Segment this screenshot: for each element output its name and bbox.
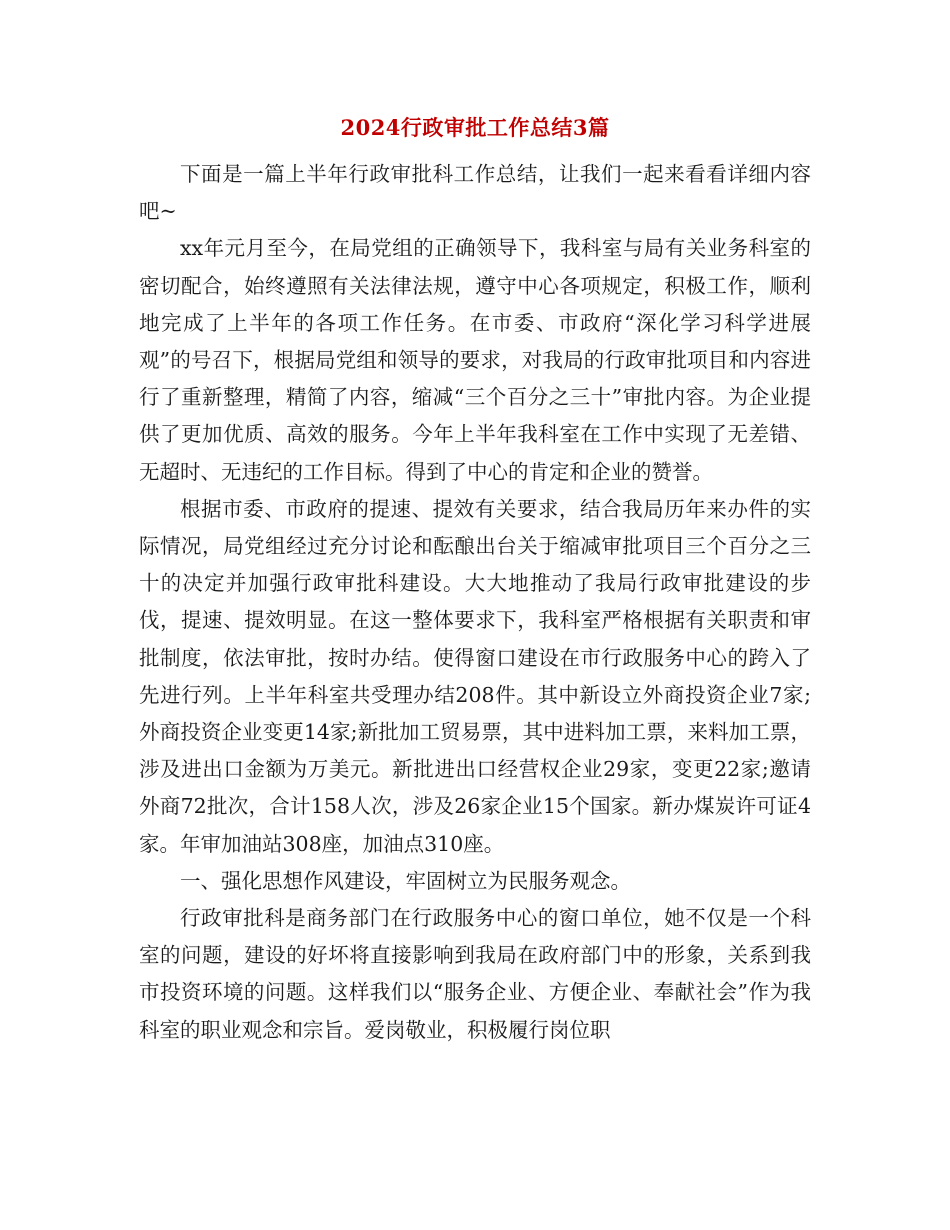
document-body [139,156,811,1049]
document-title: 2024行政审批工作总结3篇 [340,115,610,140]
paragraph-section-1: 行政审批科是商务部门在行政服务中心的窗口单位，她不仅是一个科室的问题，建设的好坏将直接影响到我局在政府部门中的形象，关系到我市投资环境的问题。这样我们以“服务企业、方便企业、奉献社会”作为我科室的职业观念和宗旨。爱岗敬业，积极履行岗位职 [139,906,811,1042]
paragraph-intro: 下面是一篇上半年行政审批科工作总结，让我们一起来看看详细内容吧~ [139,162,811,224]
paragraph-overview: xx年元月至今，在局党组的正确领导下，我科室与局有关业务科室的密切配合，始终遵照有关法律法规，遵守中心各项规定，积极工作，顺利地完成了上半年的各项工作任务。在市委、市政府“深化学习科学进展观”的号召下，根据局党组和领导的要求，对我局的行政审批项目和内容进行了重新整理，精简了内容，缩减“三个百分之三十”审批内容。为企业提供了更加优质、高效的服务。今年上半年我科室在工作中实现了无差错、无超时、无违纪的工作目标。得到了中心的肯定和企业的赞誉。 [139,236,811,484]
paragraph-statistics: 根据市委、市政府的提速、提效有关要求，结合我局历年来办件的实际情况，局党组经过充分讨论和酝酿出台关于缩减审批项目三个百分之三十的决定并加强行政审批科建设。大大地推动了我局行政审批建设的步伐，提速、提效明显。在这一整体要求下，我科室严格根据有关职责和审批制度，依法审批，按时办结。使得窗口建设在市行政服务中心的跨入了先进行列。上半年科室共受理办结208件。其中新设立外商投资企业7家;外商投资企业变更14家;新批加工贸易票，其中进料加工票，来料加工票，涉及进出口金额为万美元。新批进出口经营权企业29家，变更22家;邀请外商72批次，合计158人次，涉及26家企业15个国家。新办煤炭许可证4家。年审加油站308座，加油点310座。 [139,496,811,856]
section-heading-1: 一、强化思想作风建设，牢固树立为民服务观念。 [180,868,631,893]
